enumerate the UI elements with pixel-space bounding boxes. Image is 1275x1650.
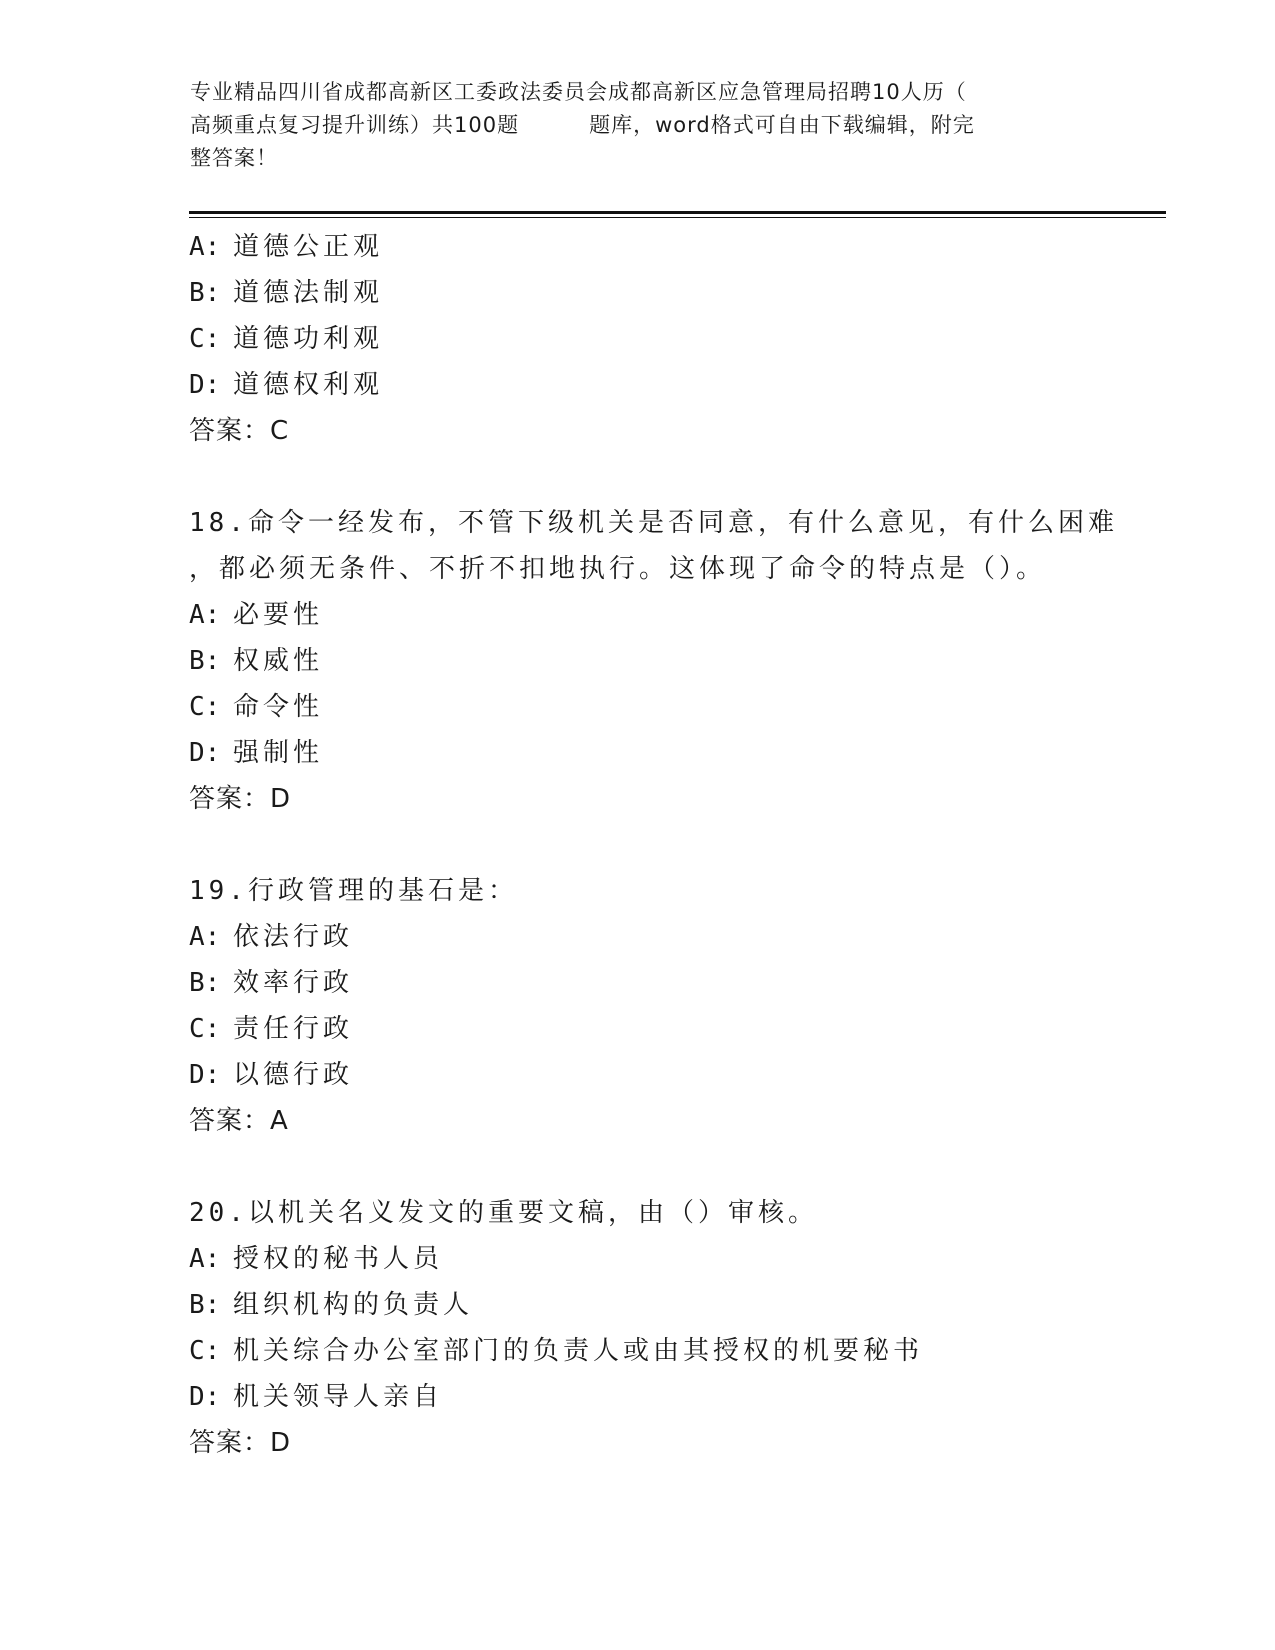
question-20 (189, 1190, 1149, 1466)
option-text: 依法行政 (233, 922, 354, 952)
header-line-1: 专业精品四川省成都高新区工委政法委员会成都高新区应急管理局招聘10人历（ (190, 80, 967, 104)
question-18-option-b (189, 638, 1149, 684)
option-label: B: (189, 968, 221, 998)
option-label: A: (189, 232, 221, 262)
option-label: C: (189, 324, 221, 354)
document-header (190, 76, 1070, 175)
question-19-answer: 答案：A (189, 1106, 289, 1136)
option-text: 必要性 (233, 600, 324, 630)
question-17-option-d (189, 362, 1149, 408)
question-18-option-c (189, 684, 1149, 730)
option-text: 效率行政 (233, 968, 354, 998)
option-label: C: (189, 1014, 221, 1044)
option-text: 组织机构的负责人 (233, 1290, 474, 1320)
question-list (189, 224, 1149, 1466)
option-label: A: (189, 922, 221, 952)
option-label: D: (189, 370, 221, 400)
question-19-option-c (189, 1006, 1149, 1052)
option-text: 授权的秘书人员 (233, 1244, 444, 1274)
option-text: 强制性 (233, 738, 324, 768)
option-text: 机关领导人亲自 (233, 1382, 444, 1412)
header-divider-thick (189, 211, 1166, 214)
question-17-option-a (189, 224, 1149, 270)
option-label: D: (189, 738, 221, 768)
option-label: C: (189, 1336, 221, 1366)
option-text: 道德功利观 (233, 324, 384, 354)
header-line-2-part-2: 题库，word格式可自由下载编辑，附完 (589, 113, 975, 137)
question-20-option-d (189, 1374, 1149, 1420)
question-19-option-d (189, 1052, 1149, 1098)
option-text: 道德公正观 (233, 232, 384, 262)
question-20-option-a (189, 1236, 1149, 1282)
option-text: 命令性 (233, 692, 324, 722)
question-20-option-c (189, 1328, 1149, 1374)
question-20-stem: 20.以机关名义发文的重要文稿，由（）审核。 (189, 1198, 818, 1228)
option-text: 责任行政 (233, 1014, 354, 1044)
question-19-option-b (189, 960, 1149, 1006)
question-20-answer: 答案：D (189, 1428, 292, 1458)
question-19-option-a (189, 914, 1149, 960)
option-label: C: (189, 692, 221, 722)
question-19-stem: 19.行政管理的基石是： (189, 876, 518, 906)
question-20-option-b (189, 1282, 1149, 1328)
option-label: B: (189, 646, 221, 676)
option-text: 道德法制观 (233, 278, 384, 308)
option-text: 以德行政 (233, 1060, 354, 1090)
header-divider-thin (189, 217, 1166, 218)
header-line-3: 整答案！ (190, 146, 278, 170)
question-17-option-c (189, 316, 1149, 362)
option-label: D: (189, 1060, 221, 1090)
option-text: 权威性 (233, 646, 324, 676)
option-text: 道德权利观 (233, 370, 384, 400)
header-line-2-part-1: 高频重点复习提升训练）共100题 (190, 113, 520, 137)
option-label: A: (189, 1244, 221, 1274)
option-label: B: (189, 278, 221, 308)
question-17-option-b (189, 270, 1149, 316)
option-label: B: (189, 1290, 221, 1320)
option-label: D: (189, 1382, 221, 1412)
question-19 (189, 868, 1149, 1144)
option-text: 机关综合办公室部门的负责人或由其授权的机要秘书 (233, 1336, 924, 1366)
question-18-option-d (189, 730, 1149, 776)
header-line-2 (190, 109, 1070, 142)
question-18 (189, 500, 1149, 822)
question-18-stem-line-1: 18.命令一经发布，不管下级机关是否同意，有什么意见，有什么困难 (189, 508, 1118, 538)
question-18-stem-line-2: ，都必须无条件、不折不扣地执行。这体现了命令的特点是（）。 (189, 554, 1047, 584)
option-label: A: (189, 600, 221, 630)
question-17-answer: 答案：C (189, 416, 290, 446)
question-17 (189, 224, 1149, 454)
question-18-option-a (189, 592, 1149, 638)
question-18-answer: 答案：D (189, 784, 292, 814)
